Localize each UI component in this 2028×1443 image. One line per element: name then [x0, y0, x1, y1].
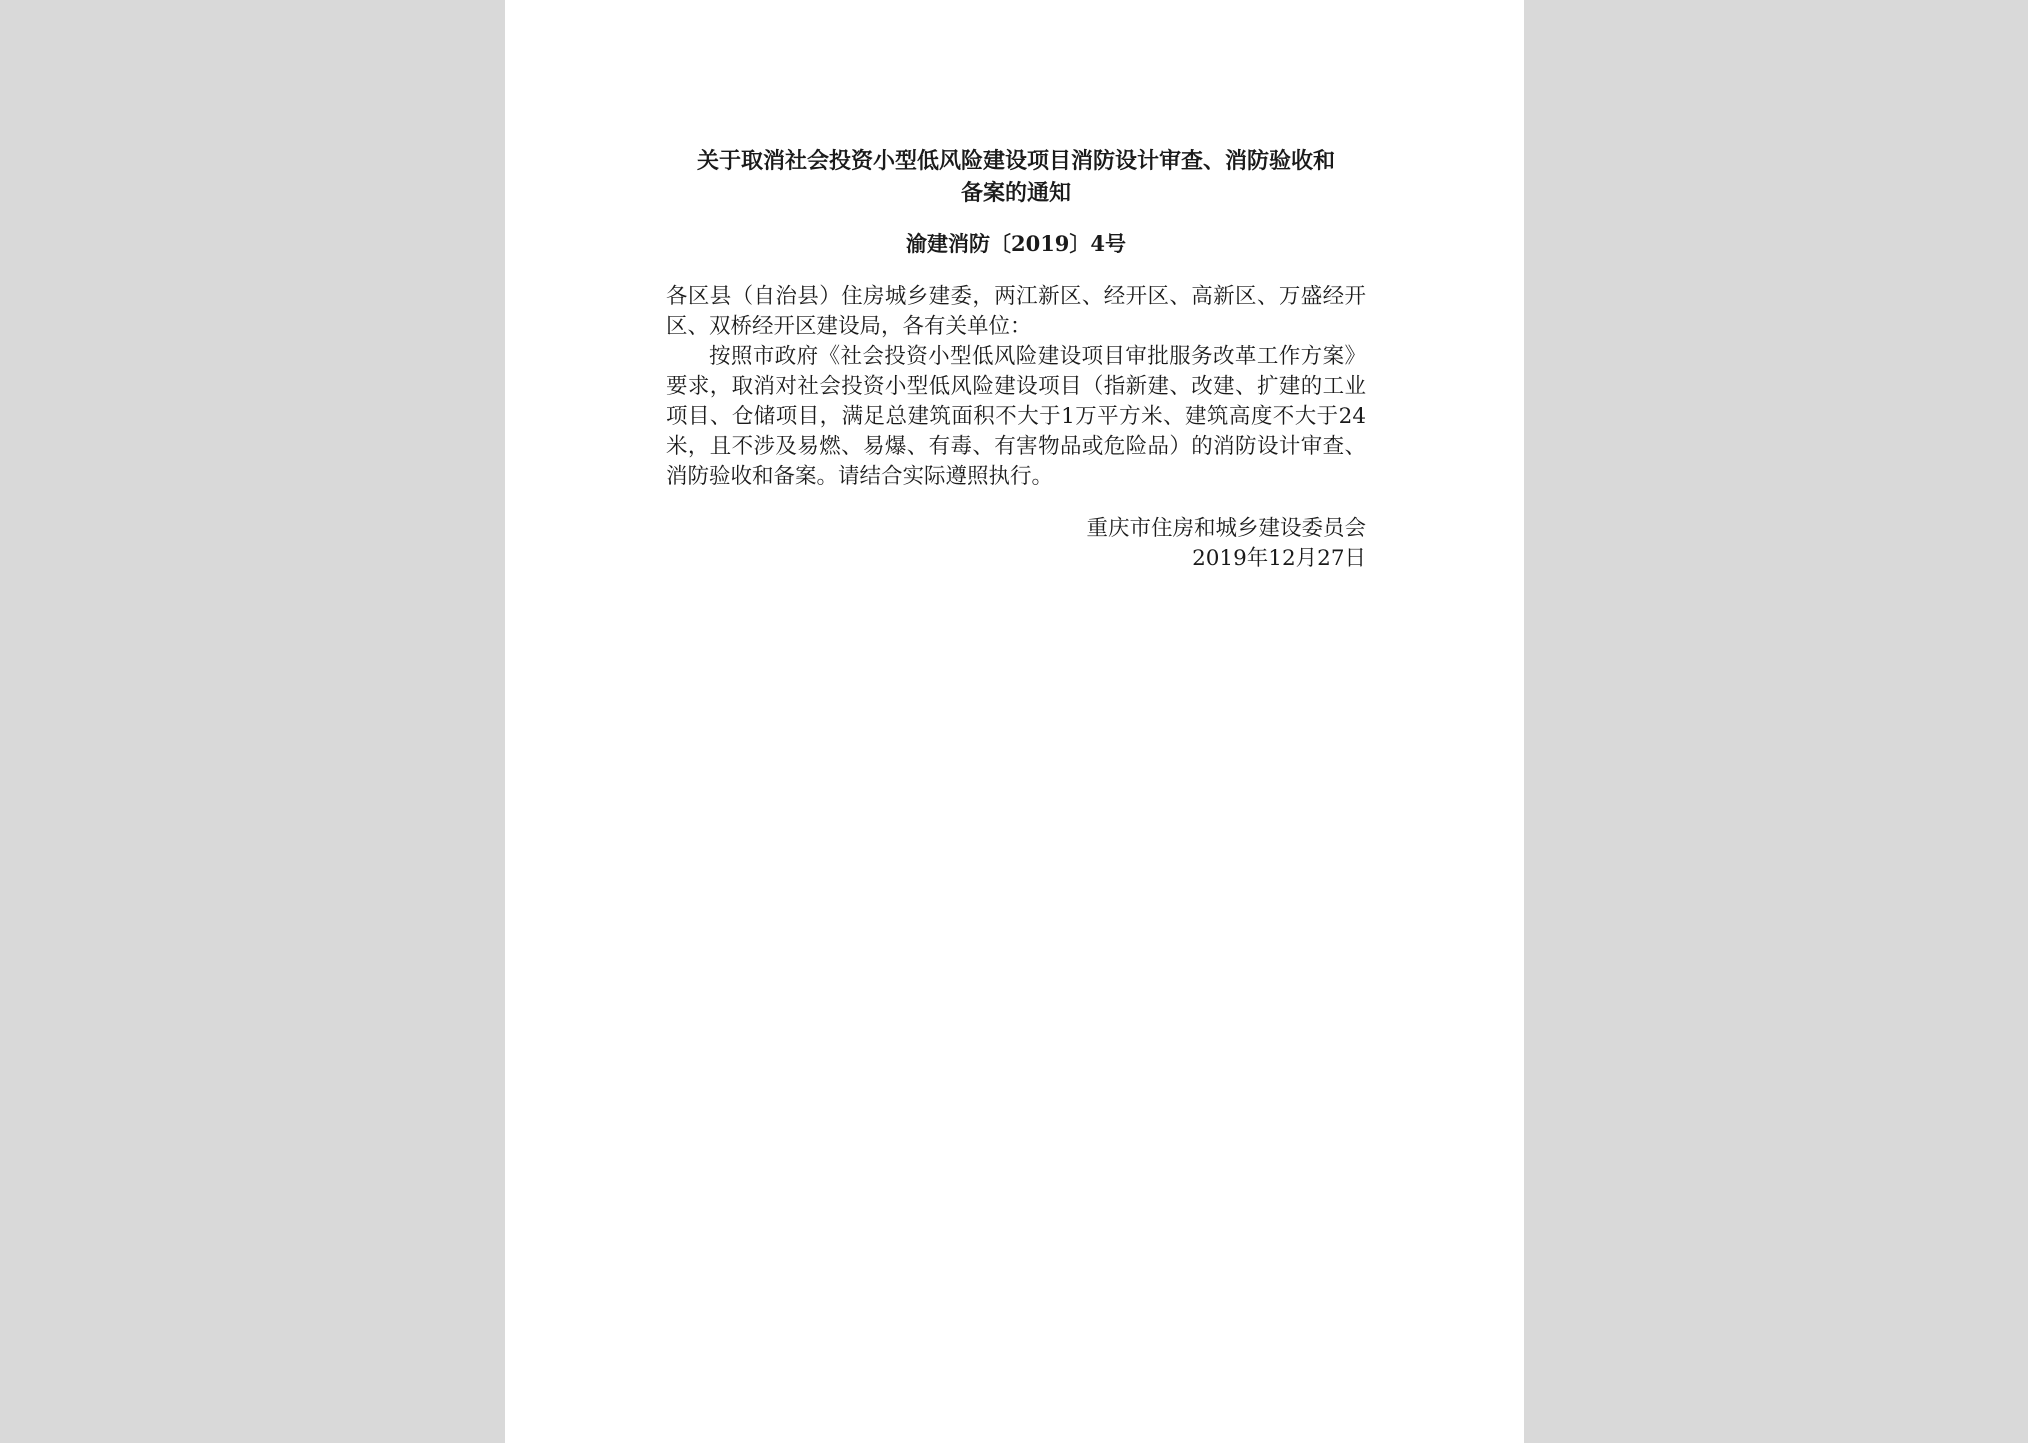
signature-organization: 重庆市住房和城乡建设委员会 [1086, 516, 1366, 541]
signature-date: 2019年12月27日 [1192, 546, 1366, 571]
title-line-2: 备案的通知 [960, 180, 1071, 206]
signature-block [666, 514, 1366, 574]
addressee: 各区县（自治县）住房城乡建委，两江新区、经开区、高新区、万盛经开区、双桥经开区建设局，各有关单位： [666, 284, 1366, 339]
document-number: 渝建消防〔2019〕4号 [905, 231, 1127, 256]
document-title [666, 145, 1366, 209]
title-line-1: 关于取消社会投资小型低风险建设项目消防设计审查、消防验收和 [696, 148, 1335, 174]
document-page [505, 0, 1524, 1443]
document-content [666, 145, 1366, 574]
body-paragraph: 按照市政府《社会投资小型低风险建设项目审批服务改革工作方案》要求，取消对社会投资小型低风险建设项目（指新建、改建、扩建的工业项目、仓储项目，满足总建筑面积不大于1万平方米、建筑高度不大于24米，且不涉及易燃、易爆、有毒、有害物品或危险品）的消防设计审查、消防验收和备案。请结合实际遵照执行。 [666, 344, 1366, 489]
document-body [666, 282, 1366, 492]
